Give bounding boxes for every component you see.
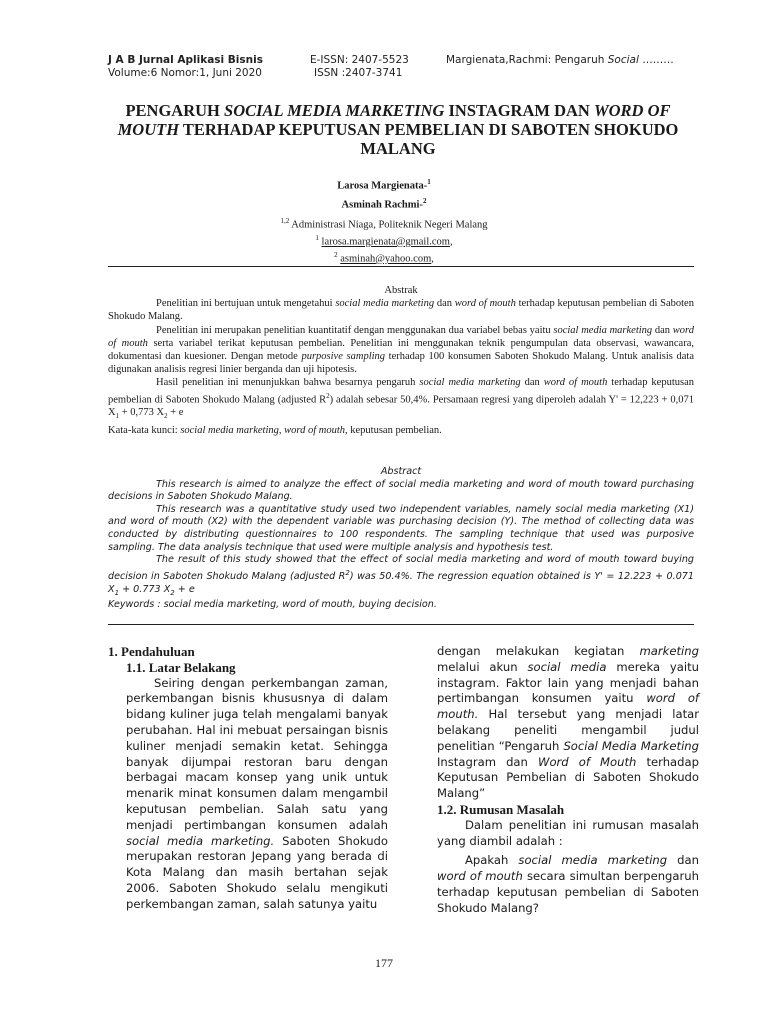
text-sub: 2 (170, 588, 175, 597)
running-title (446, 54, 674, 67)
text: dan (667, 853, 699, 868)
text: dan (520, 377, 544, 389)
author-1-sup: 1 (427, 178, 431, 186)
text: Penelitian ini merupakan penelitian kuantitatif dengan menggunakan dua variabel bebas yaitu (156, 324, 554, 336)
text-sup: 2 (326, 391, 330, 400)
email-1-sup: 1 (315, 234, 319, 242)
text: Instagram dan (437, 754, 538, 769)
text-italic: social media marketing (419, 377, 521, 389)
section-heading-1: 1. Pendahuluan (108, 644, 195, 659)
email-2-sup: 2 (334, 251, 338, 259)
text: terhadap Keputusan Pembelian di Saboten Shokudo Malang” (437, 754, 699, 801)
text: terhadap 100 konsumen Saboten Shokudo Malang. Untuk analisis data digunakan analisis regresi linier berganda dan uji hipotesis. (108, 351, 694, 376)
text-italic: social media (527, 659, 607, 674)
text: The result of this study showed that the effect of social media marketing and word of mouth toward buying decision in Saboten Shokudo Malang (adjusted R (108, 554, 694, 582)
text: dengan melakukan kegiatan (437, 644, 640, 658)
text: dan (652, 324, 673, 336)
text: terhadap keputusan pembelian di Saboten Shokudo Malang (adjusted R (108, 377, 694, 406)
text: + e (167, 407, 184, 419)
paper-title (100, 101, 696, 158)
text: + 0,773 X (119, 407, 165, 419)
title-part: PENGARUH (125, 101, 225, 120)
author-1 (0, 175, 768, 194)
body-left-column (108, 644, 388, 913)
keywords-tail: keputusan pembelian. (347, 424, 442, 436)
text-italic: social media marketing (553, 324, 653, 336)
keywords-en: Keywords : social media marketing, word of mouth, buying decision. (108, 599, 437, 611)
abstrak-section (108, 284, 694, 437)
divider-top (108, 266, 694, 267)
text: ) adalah sebesar 50,4%. Persamaan regresi yang diperoleh adalah Y' = 12,223 + 0,071 X (108, 394, 694, 419)
email-2-line (0, 249, 768, 266)
body-right-column (437, 644, 699, 917)
text: + 0.773 X (119, 583, 171, 595)
title-part: TERHADAP KEPUTUSAN PEMBELIAN DI SABOTEN SHOKUDO MALANG (179, 120, 679, 158)
abstract-en-paragraph-1: This research is aimed to analyze the effect of social media marketing and word of mouth toward purchasing decisions in Saboten Shokudo Malang. (108, 478, 694, 503)
title-italic: WORD OF MOUTH (117, 101, 671, 139)
institution-sup: 1,2 (280, 217, 290, 225)
abstrak-paragraph-3 (108, 376, 694, 423)
text-sub: 1 (115, 412, 120, 421)
eissn: E-ISSN: 2407-5523 (310, 54, 409, 66)
text: Hal tersebut yang menjadi latar belakang peneliti mengambil judul penelitian “Pengaruh (437, 707, 699, 753)
email-2-link[interactable]: asminah@yahoo.com (340, 253, 432, 265)
author-2-name: Asminah Rachmi- (341, 199, 423, 210)
keywords-label: Kata-kata kunci: (108, 424, 181, 436)
text: Apakah (465, 853, 519, 868)
email-1-tail: , (449, 236, 453, 248)
journal-name: J A B Jurnal Aplikasi Bisnis (108, 54, 263, 66)
text-italic: social media marketing (335, 298, 435, 310)
kata-kunci (108, 424, 694, 437)
abstract-en-heading: Abstract (380, 466, 422, 477)
running-title-suffix: ……… (638, 54, 674, 66)
abstract-en-paragraph-2: This research was a quantitative study used two independent variables, namely social media marketing (X1) and word of mouth (X2) with the dependent variable was purchasing decision (Y). The method of collecting data was conducted by distributing questionnaires to 100 respondents. The sampling technique that used was purposive sampling. The data analysis technique that used were multiple analysis and hypothesis test. (108, 503, 694, 553)
text-italic: Word of Mouth (537, 754, 637, 769)
journal-volume: Volume:6 Nomor:1, Juni 2020 (108, 67, 262, 79)
text-italic: social media marketing (518, 853, 668, 868)
divider-bottom (108, 624, 694, 625)
email-1-link[interactable]: larosa.margienata@gmail.com (321, 236, 450, 248)
text-italic: word of mouth. (437, 691, 700, 722)
title-part: INSTAGRAM DAN (444, 101, 594, 120)
body-paragraph-4 (437, 853, 699, 916)
affiliation (0, 215, 768, 266)
abstrak-paragraph-2 (108, 324, 694, 377)
abstrak-paragraph-1 (108, 297, 694, 323)
abstract-en-section (108, 466, 694, 612)
text: serta variabel terikat keputusan pembelian. Penelitian ini menggunakan teknik pengumpulan data observasi, wawancara, dokumentasi dan kuesioner. Dengan metode (108, 337, 694, 363)
text-italic: Social Media Marketing (563, 738, 699, 753)
text-sub: 2 (164, 412, 168, 421)
text: mereka yaitu instagram. Faktor lain yang menjadi bahan pertimbangan konsumen yaitu (437, 659, 700, 706)
text-italic: word of mouth (437, 869, 523, 884)
body-paragraph-2 (437, 644, 699, 802)
text: melalui akun (437, 659, 528, 674)
section-heading-1-1: 1.1. Latar Belakang (126, 659, 236, 675)
abstrak-heading: Abstrak (384, 285, 418, 296)
page-number: 177 (375, 956, 393, 970)
text-italic: marketing (639, 644, 699, 658)
text: Penelitian ini bertujuan untuk mengetahui (156, 298, 336, 310)
body-paragraph-3: Dalam penelitian ini rumusan masalah yang diambil adalah : (437, 817, 699, 848)
author-list (0, 175, 768, 212)
title-italic: SOCIAL MEDIA MARKETING (224, 101, 445, 120)
text-italic: word of mouth (454, 298, 516, 310)
text: ) was 50.4%. The regression equation obtained is Y' = 12.223 + 0.071 X (108, 570, 694, 595)
email-1-line (0, 232, 768, 249)
author-1-name: Larosa Margienata- (337, 180, 428, 192)
body-paragraph-1 (108, 676, 388, 913)
text: secara simultan berpengaruh terhadap keputusan pembelian di Saboten Shokudo Malang? (437, 869, 699, 915)
running-title-italic: Social (607, 54, 639, 66)
text-italic: word of mouth (543, 377, 608, 389)
text: terhadap keputusan pembelian di Saboten Shokudo Malang. (108, 298, 694, 323)
text: Seiring dengan perkembangan zaman, perkembangan bisnis khususnya di dalam bidang kuliner juga telah mengalami banyak perubahan. Hal ini mebuat persaingan bisnis kuliner menjadi semakin ketat. Sehingga banyak dijumpai restoran baru dengan berbagai macam konsep yang unik untuk menarik minat konsumen dalam mengambil keputusan pembelian. Salah satu yang menjadi pertimbangan konsumen adalah (126, 675, 388, 832)
text: Saboten Shokudo merupakan restoran Jepang yang berada di Kota Malang dan masih bertahan sejak 2006. Saboten Shokudo selalu mengikuti perkembangan zaman, salah satunya yaitu (126, 833, 388, 911)
journal-header (108, 54, 263, 80)
author-2-sup: 2 (422, 196, 427, 205)
text-italic: social media marketing. (126, 833, 275, 848)
text-sub: 1 (114, 588, 120, 597)
section-heading-1-2: 1.2. Rumusan Masalah (437, 801, 565, 817)
email-2-tail: , (431, 253, 434, 265)
keywords-italic: social media marketing, word of mouth, (180, 424, 348, 436)
text-italic: word of mouth (108, 324, 694, 349)
institution-name: Administrasi Niaga, Politeknik Negeri Malang (289, 219, 488, 231)
text: dan (434, 298, 455, 310)
abstract-en-paragraph-3 (108, 554, 694, 599)
text: Hasil penelitian ini menunjukkan bahwa besarnya pengaruh (156, 377, 420, 389)
author-2 (0, 194, 768, 213)
text: + e (174, 583, 195, 595)
text-sup: 2 (345, 568, 350, 577)
issn-block (310, 54, 409, 80)
issn: ISSN :2407-3741 (314, 67, 403, 79)
running-title-prefix: Margienata,Rachmi: Pengaruh (446, 54, 608, 66)
institution (0, 215, 768, 232)
text-italic: purposive sampling (301, 351, 386, 363)
